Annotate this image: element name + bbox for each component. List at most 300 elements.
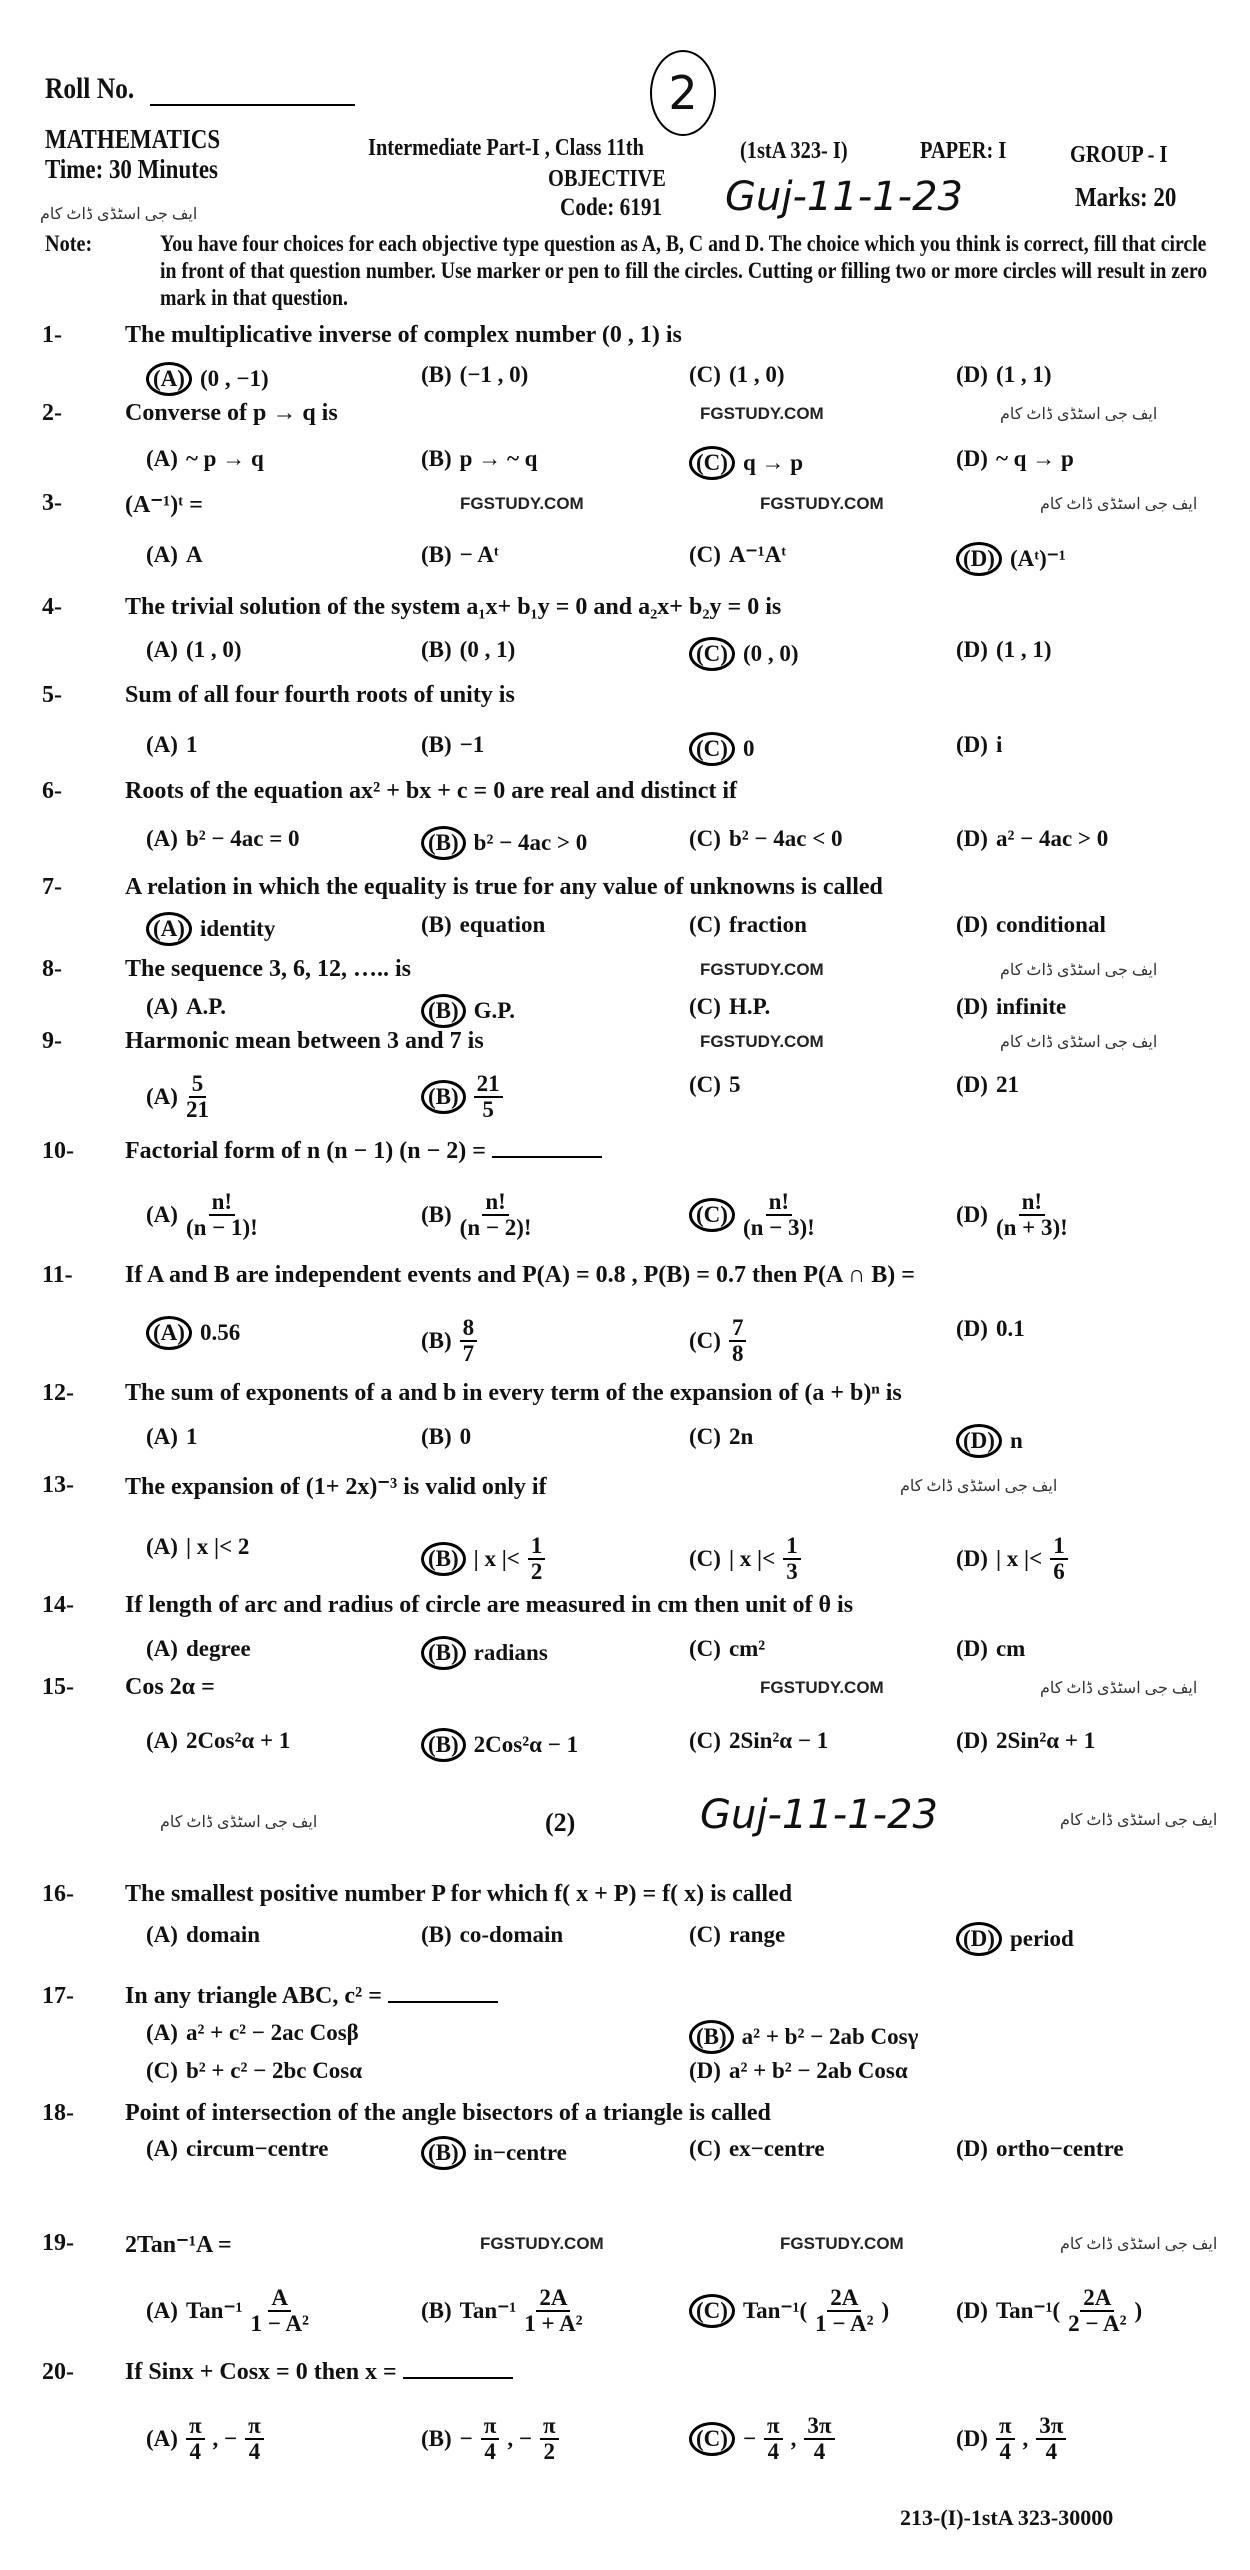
numerator: 3π	[804, 2414, 834, 2440]
option-label[interactable]: (A)	[146, 2020, 178, 2045]
option-label[interactable]: (C)	[689, 542, 721, 567]
watermark-text: FGSTUDY.COM	[700, 1032, 824, 1051]
option-label[interactable]: (D)	[956, 1636, 988, 1661]
option-label[interactable]: (A)	[146, 1084, 178, 1109]
option-label[interactable]: (B)	[421, 2298, 452, 2323]
option-text: (1 , 1)	[995, 637, 1052, 662]
option-text: 5	[728, 1072, 741, 1097]
selected-answer-circle[interactable]: (B)	[421, 1080, 466, 1114]
question-text: The sequence 3, 6, 12, ….. is	[125, 956, 412, 982]
option-text: 0	[459, 1424, 472, 1449]
option-c[interactable]	[689, 637, 799, 671]
option-label[interactable]: (D)	[956, 826, 988, 851]
fraction	[743, 1190, 815, 1240]
question-number: 18-	[42, 2100, 74, 2126]
option-text: 2Sin²α − 1	[728, 1728, 829, 1753]
handwritten-date-2: Guj-11-1-23	[700, 1792, 939, 1838]
option-text: a² + b² − 2ab Cosα	[728, 2058, 908, 2083]
option-label[interactable]: (C)	[146, 2058, 178, 2083]
option-label[interactable]: (D)	[956, 1316, 988, 1341]
option-a[interactable]	[146, 1728, 290, 1754]
option-c[interactable]	[689, 1728, 828, 1754]
denominator: 3	[786, 1559, 798, 1584]
option-c[interactable]	[689, 1316, 746, 1366]
option-a[interactable]	[146, 2286, 309, 2336]
note-label: Note:	[45, 231, 93, 256]
option-a[interactable]	[146, 826, 300, 852]
answer-blank	[492, 1156, 602, 1158]
option-text: b² − 4ac > 0	[473, 830, 588, 855]
option-a[interactable]	[146, 637, 242, 663]
option-label[interactable]: (B)	[421, 1922, 452, 1947]
option-b[interactable]	[421, 542, 499, 568]
selected-answer-circle[interactable]: (B)	[689, 2020, 734, 2054]
option-a[interactable]	[146, 1316, 240, 1350]
option-d[interactable]	[689, 2058, 908, 2084]
option-label[interactable]: (A)	[146, 1202, 178, 1227]
roll-no-field[interactable]	[150, 104, 355, 106]
option-text: Tan⁻¹	[185, 2298, 243, 2323]
option-label[interactable]: (C)	[689, 1636, 721, 1661]
option-label[interactable]: (A)	[146, 1534, 178, 1559]
denominator: 4	[248, 2439, 261, 2464]
option-c[interactable]	[689, 912, 807, 938]
option-b[interactable]	[421, 1316, 477, 1366]
question-text: (A⁻¹)ᵗ =	[125, 492, 203, 518]
option-a[interactable]	[146, 1534, 249, 1560]
option-text: period	[1009, 1926, 1074, 1951]
option-label[interactable]: (A)	[146, 2136, 178, 2161]
fraction	[1036, 2414, 1066, 2464]
denominator: 1 − A²	[250, 2311, 309, 2336]
selected-answer-circle[interactable]: (C)	[689, 446, 735, 480]
option-label[interactable]: (D)	[956, 1202, 988, 1227]
option-a[interactable]	[146, 2136, 328, 2162]
watermark-text: FGSTUDY.COM	[760, 1678, 884, 1697]
question-number: 12-	[42, 1380, 74, 1406]
option-text: − Aᵗ	[459, 542, 499, 567]
option-text: range	[728, 1922, 786, 1947]
option-text: (0 , 1)	[459, 637, 516, 662]
option-text: ~ q → p	[995, 446, 1074, 471]
question-text: If length of arc and radius of circle are measured in cm then unit of θ is	[125, 1592, 854, 1618]
option-a[interactable]	[146, 1072, 209, 1122]
question-text: Cos 2α =	[125, 1674, 215, 1700]
option-label[interactable]: (D)	[956, 912, 988, 937]
fraction	[783, 1534, 801, 1584]
option-a[interactable]	[146, 362, 269, 396]
fraction	[815, 2286, 873, 2336]
option-text: Tan⁻¹(	[742, 2298, 808, 2323]
option-text: G.P.	[473, 998, 515, 1023]
option-text: −	[742, 2426, 757, 2451]
question-text: Converse of p → q is	[125, 400, 338, 426]
option-c[interactable]	[689, 1534, 801, 1584]
total-marks: Marks: 20	[1075, 182, 1177, 212]
question-text: Harmonic mean between 3 and 7 is	[125, 1028, 484, 1054]
option-text: (0 , −1)	[199, 366, 269, 391]
option-label[interactable]: (A)	[146, 2298, 178, 2323]
footer-code: 213-(I)-1stA 323-30000	[900, 2505, 1114, 2530]
fraction	[474, 1072, 503, 1122]
option-c[interactable]	[689, 826, 843, 852]
option-label[interactable]: (A)	[146, 2426, 178, 2451]
option-text: 0	[742, 736, 755, 761]
option-label[interactable]: (B)	[421, 1328, 452, 1353]
fraction	[460, 1190, 532, 1240]
option-label[interactable]: (A)	[146, 542, 178, 567]
option-d[interactable]	[956, 1316, 1025, 1342]
option-a[interactable]	[146, 2020, 359, 2046]
option-text: H.P.	[728, 994, 771, 1019]
watermark-urdu: ایف جی اسٹڈی ڈاٹ کام	[1040, 496, 1198, 513]
option-label[interactable]: (D)	[956, 1072, 988, 1097]
option-d[interactable]	[956, 1072, 1019, 1098]
option-d[interactable]	[956, 1922, 1074, 1956]
option-text: (Aᵗ)⁻¹	[1009, 546, 1066, 571]
option-label[interactable]: (C)	[689, 2136, 721, 2161]
option-text: , −	[212, 2426, 238, 2451]
option-d[interactable]	[956, 362, 1052, 388]
numerator: 3π	[1036, 2414, 1066, 2440]
option-label[interactable]: (A)	[146, 826, 178, 851]
selected-answer-circle[interactable]: (C)	[689, 637, 735, 671]
question-number: 14-	[42, 1592, 74, 1618]
option-c[interactable]	[689, 2136, 825, 2162]
option-label[interactable]: (A)	[146, 1922, 178, 1947]
option-text: 21	[995, 1072, 1019, 1097]
option-label[interactable]: (B)	[421, 446, 452, 471]
denominator: 1 − A²	[815, 2311, 874, 2336]
option-d[interactable]	[956, 542, 1066, 576]
option-c[interactable]	[689, 2414, 835, 2464]
option-label[interactable]: (B)	[421, 362, 452, 387]
option-label[interactable]: (D)	[689, 2058, 721, 2083]
option-text: radians	[473, 1640, 548, 1665]
option-text: | x |<	[473, 1546, 520, 1571]
watermark-text: FGSTUDY.COM	[480, 2234, 604, 2253]
option-text: cm	[995, 1636, 1026, 1661]
option-text: (1 , 0)	[185, 637, 242, 662]
option-label[interactable]: (C)	[689, 1328, 721, 1353]
option-text: degree	[185, 1636, 251, 1661]
option-d[interactable]	[956, 732, 1002, 758]
option-text: ~ p → q	[185, 446, 264, 471]
option-a[interactable]	[146, 1190, 258, 1240]
option-c[interactable]	[689, 994, 770, 1020]
option-text: q → p	[742, 450, 804, 475]
selected-answer-circle[interactable]: (D)	[956, 542, 1002, 576]
option-text: 2Cos²α + 1	[185, 1728, 291, 1753]
option-label[interactable]: (C)	[689, 1546, 721, 1571]
option-b[interactable]	[689, 2020, 918, 2054]
option-d[interactable]	[956, 2136, 1124, 2162]
note-text: You have four choices for each objective type question as A, B, C and D. The choice which you think is correct, fill that circle in front of that question number. Use marker or pen to fill the circles. Cutting or filling two or more circles will result in zero mark in that question.	[160, 231, 1208, 310]
watermark-text: FGSTUDY.COM	[780, 2234, 904, 2253]
option-a[interactable]	[146, 1424, 197, 1450]
watermark-urdu: ایف جی اسٹڈی ڈاٹ کام	[1000, 1034, 1158, 1051]
denominator: 2	[530, 1559, 543, 1584]
handwritten-page-circle	[650, 50, 716, 136]
option-text: b² − 4ac < 0	[728, 826, 843, 851]
fraction	[186, 1190, 258, 1240]
option-label[interactable]: (C)	[689, 994, 721, 1019]
option-label[interactable]: (D)	[956, 2426, 988, 2451]
denominator: 4	[767, 2439, 780, 2464]
option-text: (0 , 0)	[742, 641, 799, 666]
option-label[interactable]: (A)	[146, 1424, 178, 1449]
fraction	[524, 2286, 582, 2336]
selected-answer-circle[interactable]: (C)	[689, 2422, 735, 2456]
watermark-urdu: ایف جی اسٹڈی ڈاٹ کام	[40, 206, 198, 223]
option-d[interactable]	[956, 1534, 1068, 1584]
option-label[interactable]: (A)	[146, 1728, 178, 1753]
option-b[interactable]	[421, 1922, 563, 1948]
option-a[interactable]	[146, 1636, 251, 1662]
option-label[interactable]: (C)	[689, 826, 721, 851]
denominator: 4	[484, 2439, 496, 2464]
option-label[interactable]: (C)	[689, 1072, 721, 1097]
option-c[interactable]	[146, 2058, 362, 2084]
option-label[interactable]: (C)	[689, 912, 721, 937]
option-label[interactable]: (D)	[956, 446, 988, 471]
option-d[interactable]	[956, 1190, 1068, 1240]
option-text: b² − 4ac = 0	[185, 826, 300, 851]
option-c[interactable]	[689, 1636, 765, 1662]
option-text: | x |<	[728, 1546, 776, 1571]
selected-answer-circle[interactable]: (D)	[956, 1424, 1002, 1458]
option-b[interactable]	[421, 1534, 545, 1584]
option-d[interactable]	[956, 446, 1074, 472]
handwritten-page-number: 2	[668, 66, 698, 120]
numerator: π	[996, 2414, 1015, 2440]
fraction	[186, 1072, 209, 1122]
option-b[interactable]	[421, 1424, 471, 1450]
option-c[interactable]	[689, 732, 754, 766]
numerator: 2A	[536, 2286, 570, 2312]
option-b[interactable]	[421, 994, 515, 1028]
numerator: 1	[528, 1534, 546, 1560]
denominator: 2 − A²	[1068, 2311, 1127, 2336]
question-text: The smallest positive number P for which f( x + P) = f( x) is called	[125, 1881, 793, 1907]
selected-answer-circle[interactable]: (C)	[689, 2294, 735, 2328]
selected-answer-circle[interactable]: (B)	[421, 994, 466, 1028]
class-level: Intermediate Part-I , Class 11th	[368, 135, 644, 161]
watermark-urdu: ایف جی اسٹڈی ڈاٹ کام	[1000, 406, 1158, 423]
option-label[interactable]: (C)	[689, 1424, 721, 1449]
selected-answer-circle[interactable]: (B)	[421, 1728, 466, 1762]
question-number: 17-	[42, 1983, 74, 2009]
selected-answer-circle[interactable]: (D)	[956, 1922, 1002, 1956]
fraction	[481, 2414, 500, 2464]
option-label[interactable]: (B)	[421, 1202, 452, 1227]
option-text: )	[1134, 2298, 1143, 2323]
option-label[interactable]: (B)	[421, 1424, 452, 1449]
numerator: π	[186, 2414, 205, 2440]
option-d[interactable]	[956, 637, 1052, 663]
numerator: 7	[729, 1316, 747, 1342]
selected-answer-circle[interactable]: (A)	[146, 912, 192, 946]
option-label[interactable]: (A)	[146, 732, 178, 757]
fraction	[245, 2414, 264, 2464]
question-number: 8-	[42, 956, 62, 982]
numerator: 2A	[827, 2286, 861, 2312]
option-d[interactable]	[956, 2286, 1142, 2336]
option-label[interactable]: (B)	[421, 637, 452, 662]
option-label[interactable]: (C)	[689, 362, 721, 387]
option-b[interactable]	[421, 912, 545, 938]
option-d[interactable]	[956, 1424, 1023, 1458]
selected-answer-circle[interactable]: (C)	[689, 732, 735, 766]
option-c[interactable]	[689, 1922, 785, 1948]
numerator: 8	[460, 1316, 478, 1342]
option-label[interactable]: (A)	[146, 446, 178, 471]
watermark-text: FGSTUDY.COM	[700, 960, 824, 979]
question-number: 13-	[42, 1472, 74, 1498]
option-label[interactable]: (D)	[956, 994, 988, 1019]
option-a[interactable]	[146, 912, 275, 946]
question-text: Point of intersection of the angle bisectors of a triangle is called	[125, 2100, 771, 2126]
option-a[interactable]	[146, 2414, 264, 2464]
question-number: 6-	[42, 778, 62, 804]
option-c[interactable]	[689, 542, 786, 568]
option-a[interactable]	[146, 446, 264, 472]
option-c[interactable]	[689, 446, 803, 480]
subject-title: MATHEMATICS	[45, 124, 221, 154]
question-text: The sum of exponents of a and b in every term of the expansion of (a + b)ⁿ is	[125, 1380, 902, 1406]
option-label[interactable]: (B)	[421, 732, 452, 757]
option-a[interactable]	[146, 542, 203, 568]
watermark-urdu: ایف جی اسٹڈی ڈاٹ کام	[1060, 1812, 1218, 1829]
option-b[interactable]	[421, 362, 528, 388]
option-label[interactable]: (A)	[146, 637, 178, 662]
fraction	[729, 1316, 747, 1366]
numerator: 2A	[1080, 2286, 1114, 2312]
watermark-urdu: ایف جی اسٹڈی ڈاٹ کام	[1040, 1680, 1198, 1697]
option-text: fraction	[728, 912, 807, 937]
option-d[interactable]	[956, 1728, 1095, 1754]
fraction	[528, 1534, 546, 1584]
option-label[interactable]: (D)	[956, 732, 988, 757]
option-d[interactable]	[956, 912, 1106, 938]
option-label[interactable]: (D)	[956, 362, 988, 387]
option-b[interactable]	[421, 2286, 583, 2336]
option-text: cm²	[728, 1636, 766, 1661]
numerator: 1	[783, 1534, 801, 1560]
option-b[interactable]	[421, 1636, 548, 1670]
option-text: (1 , 0)	[728, 362, 785, 387]
option-text: 2n	[728, 1424, 754, 1449]
option-text: ,	[1022, 2426, 1029, 2451]
watermark-text: FGSTUDY.COM	[760, 494, 884, 513]
option-c[interactable]	[689, 362, 785, 388]
option-label[interactable]: (D)	[956, 2136, 988, 2161]
option-label[interactable]: (B)	[421, 542, 452, 567]
option-b[interactable]	[421, 446, 537, 472]
denominator: 1 + A²	[524, 2311, 583, 2336]
option-b[interactable]	[421, 826, 587, 860]
option-c[interactable]	[689, 1190, 815, 1240]
selected-answer-circle[interactable]: (B)	[421, 826, 466, 860]
question-number: 16-	[42, 1881, 74, 1907]
fraction	[460, 1316, 478, 1366]
option-a[interactable]	[146, 1922, 260, 1948]
option-text: co-domain	[459, 1922, 564, 1947]
denominator: (n + 3)!	[995, 1215, 1068, 1240]
option-b[interactable]	[421, 1190, 532, 1240]
option-b[interactable]	[421, 2136, 567, 2170]
option-label[interactable]: (B)	[421, 912, 452, 937]
option-label[interactable]: (D)	[956, 1546, 988, 1571]
option-c[interactable]	[689, 1424, 753, 1450]
option-a[interactable]	[146, 994, 226, 1020]
question-text: The expansion of (1+ 2x)⁻³ is valid only if	[125, 1474, 547, 1500]
roll-no-text: Roll No.	[45, 72, 135, 105]
option-a[interactable]	[146, 732, 197, 758]
option-text: circum−centre	[185, 2136, 329, 2161]
numerator: n!	[482, 1190, 508, 1216]
option-text: Tan⁻¹	[459, 2298, 517, 2323]
denominator: 8	[731, 1341, 744, 1366]
option-b[interactable]	[421, 1728, 578, 1762]
watermark-urdu: ایف جی اسٹڈی ڈاٹ کام	[900, 1478, 1058, 1495]
denominator: 6	[1053, 1559, 1065, 1584]
option-d[interactable]	[956, 2414, 1066, 2464]
option-label[interactable]: (A)	[146, 1636, 178, 1661]
option-d[interactable]	[956, 994, 1066, 1020]
option-c[interactable]	[689, 2286, 889, 2336]
option-c[interactable]	[689, 1072, 740, 1098]
selected-answer-circle[interactable]: (A)	[146, 1316, 192, 1350]
option-d[interactable]	[956, 826, 1108, 852]
option-label[interactable]: (C)	[689, 1922, 721, 1947]
option-text: 2Sin²α + 1	[995, 1728, 1096, 1753]
option-label[interactable]: (D)	[956, 2298, 988, 2323]
option-text: 0.56	[199, 1320, 241, 1345]
option-label[interactable]: (B)	[421, 2426, 452, 2451]
option-text: ,	[790, 2426, 797, 2451]
option-b[interactable]	[421, 1072, 503, 1122]
selected-answer-circle[interactable]: (C)	[689, 1198, 735, 1232]
denominator: 4	[999, 2439, 1011, 2464]
option-b[interactable]	[421, 2414, 559, 2464]
denominator: 5	[482, 1097, 494, 1122]
watermark-urdu: ایف جی اسٹڈی ڈاٹ کام	[160, 1814, 318, 1831]
selected-answer-circle[interactable]: (B)	[421, 1636, 466, 1670]
option-label[interactable]: (D)	[956, 1728, 988, 1753]
option-text: A	[185, 542, 203, 567]
page-number: (2)	[545, 1808, 576, 1837]
denominator: 4	[189, 2439, 201, 2464]
numerator: π	[540, 2414, 559, 2440]
option-text: −1	[459, 732, 485, 757]
option-b[interactable]	[421, 732, 484, 758]
option-text: −	[459, 2426, 473, 2451]
selected-answer-circle[interactable]: (B)	[421, 2136, 466, 2170]
option-label[interactable]: (A)	[146, 994, 178, 1019]
answer-blank	[403, 2377, 513, 2379]
selected-answer-circle[interactable]: (A)	[146, 362, 192, 396]
option-d[interactable]	[956, 1636, 1025, 1662]
option-text: ex−centre	[728, 2136, 825, 2161]
selected-answer-circle[interactable]: (B)	[421, 1542, 466, 1576]
option-text: A⁻¹Aᵗ	[728, 542, 787, 567]
option-text: , −	[507, 2426, 532, 2451]
option-label[interactable]: (D)	[956, 637, 988, 662]
option-b[interactable]	[421, 637, 515, 663]
roll-no-label	[45, 72, 134, 106]
option-label[interactable]: (C)	[689, 1728, 721, 1753]
